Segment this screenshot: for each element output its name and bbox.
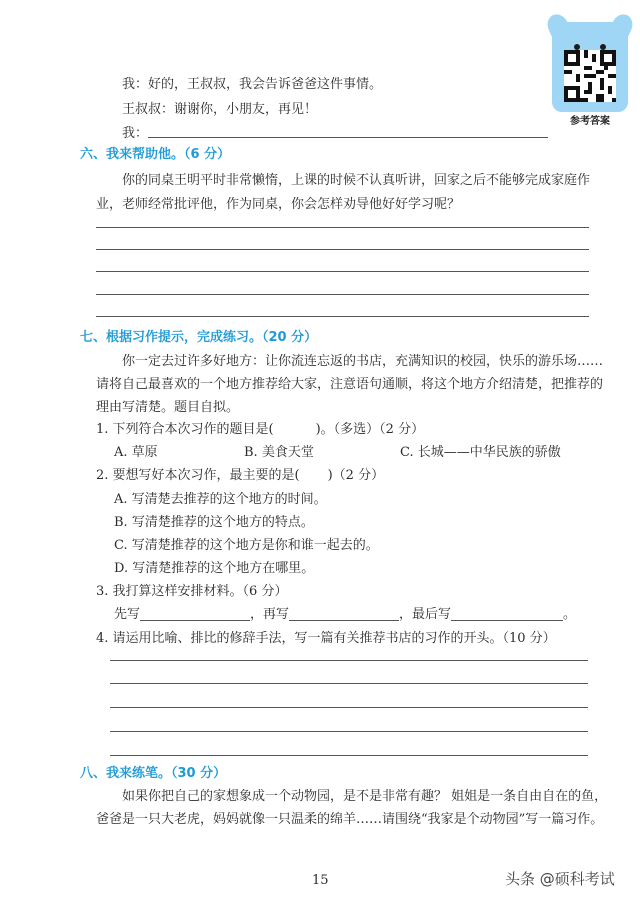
answer-line[interactable] xyxy=(96,227,589,228)
answer-line[interactable] xyxy=(148,137,548,138)
section-8-title: 八、我来练笔。（30 分） xyxy=(80,766,227,781)
answer-line[interactable] xyxy=(96,294,589,295)
section-6-title: 六、我来帮助他。（6 分） xyxy=(80,147,231,162)
fill-label-last: ，最后写 xyxy=(399,607,452,622)
answer-line[interactable] xyxy=(96,316,589,317)
answer-line[interactable] xyxy=(96,249,589,250)
fill-label-then: ，再写 xyxy=(250,607,290,622)
section-7-paragraph: 理由写清楚。题目自拟。 xyxy=(96,400,240,415)
option-a: A. 草原 xyxy=(114,445,158,460)
section-7-title: 七、根据习作提示，完成练习。（20 分） xyxy=(80,330,318,345)
option-c: C. 写清楚推荐的这个地方是你和谁一起去的。 xyxy=(114,538,379,553)
watermark: 头条 @硕科考试 xyxy=(505,870,615,888)
option-d: D. 写清楚推荐的这个地方在哪里。 xyxy=(114,561,315,576)
fill-blank-first[interactable] xyxy=(140,606,250,621)
dialogue-line-prefix: 我： xyxy=(122,126,149,141)
option-b: B. 写清楚推荐的这个地方的特点。 xyxy=(114,515,314,530)
section-7-paragraph: 请将自己最喜欢的一个地方推荐给大家，注意语句通顺，将这个地方介绍清楚，把推荐的 xyxy=(96,377,604,392)
fill-label-end: 。 xyxy=(563,607,577,622)
answer-line[interactable] xyxy=(110,660,588,661)
answer-line[interactable] xyxy=(110,731,588,732)
page-number: 15 xyxy=(312,873,329,888)
section-6-paragraph: 业，老师经常批评他，作为同桌，你会怎样劝导他好好学习呢？ xyxy=(96,197,461,212)
answer-line[interactable] xyxy=(96,271,589,272)
qr-code-icon xyxy=(564,50,616,102)
fill-blank-last[interactable] xyxy=(451,606,563,621)
answer-line[interactable] xyxy=(110,683,588,684)
answer-line[interactable] xyxy=(110,707,588,708)
question-2 xyxy=(96,464,384,483)
option-a: A. 写清楚去推荐的这个地方的时间。 xyxy=(114,492,327,507)
answer-qr-code[interactable] xyxy=(544,14,636,127)
section-7-paragraph: 你一定去过许多好地方：让你流连忘返的书店，充满知识的校园，快乐的游乐场…… xyxy=(122,354,604,369)
fill-label-first: 先写 xyxy=(114,607,141,622)
question-2-prefix: 2. 要想写好本次习作，最主要的是( xyxy=(96,468,300,483)
question-1-suffix: )。（多选）（2 分） xyxy=(315,422,425,437)
dialogue-line: 我：好的，王叔叔，我会告诉爸爸这件事情。 xyxy=(122,77,383,92)
question-1 xyxy=(96,418,424,437)
section-8-paragraph: 爸爸是一只大老虎，妈妈就像一只温柔的绵羊……请围绕“我家是个动物园”写一篇习作。 xyxy=(96,812,604,827)
answer-line[interactable] xyxy=(110,755,588,756)
fill-blank-then[interactable] xyxy=(289,606,399,621)
dialogue-line: 王叔叔：谢谢你，小朋友，再见！ xyxy=(122,102,318,117)
option-b: B. 美食天堂 xyxy=(244,445,314,460)
section-6-paragraph: 你的同桌王明平时非常懒惰，上课的时候不认真听讲，回家之后不能够完成家庭作 xyxy=(122,173,591,188)
question-2-suffix: )（2 分） xyxy=(327,468,385,483)
question-4: 4. 请运用比喻、排比的修辞手法，写一篇有关推荐书店的习作的开头。（10 分） xyxy=(96,631,556,646)
question-3-fill xyxy=(114,603,576,622)
question-3: 3. 我打算这样安排材料。（6 分） xyxy=(96,584,288,599)
question-1-prefix: 1. 下列符合本次习作的题目是( xyxy=(96,422,274,437)
option-c: C. 长城——中华民族的骄傲 xyxy=(400,445,561,460)
answer-label: 参考答案 xyxy=(570,116,610,127)
section-8-paragraph: 如果你把自己的家想象成一个动物园，是不是非常有趣？ 姐姐是一条自由自在的鱼， xyxy=(122,789,608,804)
